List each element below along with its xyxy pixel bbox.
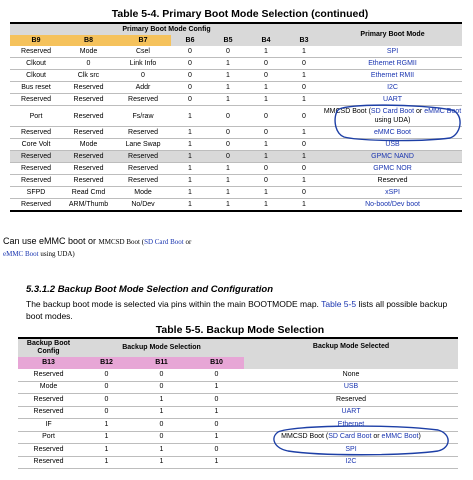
- table1-title: Table 5-4. Primary Boot Mode Selection (continued): [111, 8, 369, 20]
- table-cell: 1: [171, 163, 209, 175]
- table-cell: 1: [134, 394, 189, 407]
- boot-mode-cell[interactable]: GPMC NAND: [323, 151, 462, 163]
- table-cell: 0: [209, 151, 247, 163]
- table-cell: 1: [209, 163, 247, 175]
- mode-text: or: [414, 108, 425, 115]
- table-cell: 1: [247, 187, 285, 199]
- table-cell: 0: [189, 419, 244, 432]
- backup-mode-cell: None: [244, 369, 458, 381]
- table-cell: 1: [285, 70, 323, 82]
- para-text: The backup boot mode is selected via pins within the main BOOTMODE map.: [26, 299, 322, 309]
- table-cell: 0: [171, 82, 209, 94]
- mode-text: MMCSD Boot (: [281, 433, 329, 441]
- table-cell: Reserved: [115, 163, 171, 175]
- table-cell: ARM/Thumb: [62, 199, 115, 212]
- col-header-b12: B12: [79, 357, 134, 369]
- table-row: [10, 70, 462, 82]
- table-cell: Reserved: [115, 175, 171, 187]
- table-cell: 1: [247, 94, 285, 106]
- boot-mode-cell[interactable]: USB: [323, 139, 462, 151]
- backup-mode-header: Backup Mode Selected: [244, 338, 458, 369]
- table-cell: Reserved: [10, 127, 62, 139]
- table-cell: Reserved: [62, 106, 115, 127]
- table-cell: 1: [189, 456, 244, 469]
- note-uda: using UDA): [38, 250, 75, 258]
- table-row: [18, 394, 458, 407]
- table-cell: 1: [171, 199, 209, 212]
- table-cell: 0: [285, 106, 323, 127]
- mode-link[interactable]: SD Card Boot: [370, 108, 415, 115]
- col-header-b3: B3: [285, 35, 323, 46]
- table-cell: 0: [79, 381, 134, 394]
- backup-mode-cell[interactable]: SPI: [244, 444, 458, 457]
- col-header-b6: B6: [171, 35, 209, 46]
- col-header-b8: B8: [62, 35, 115, 46]
- table-cell: 1: [209, 94, 247, 106]
- table-cell: 0: [79, 369, 134, 381]
- table-cell: Bus reset: [10, 82, 62, 94]
- boot-mode-cell[interactable]: eMMC Boot: [323, 127, 462, 139]
- table-cell: 0: [189, 369, 244, 381]
- col-header-b10: B10: [189, 357, 244, 369]
- table-row: [10, 82, 462, 94]
- table-cell: 0: [171, 46, 209, 58]
- table-cell: 1: [171, 106, 209, 127]
- table-cell: Clk src: [62, 70, 115, 82]
- primary-boot-table: [10, 22, 462, 212]
- table-cell: Reserved: [115, 94, 171, 106]
- table-cell: 1: [171, 139, 209, 151]
- table-cell: 1: [247, 82, 285, 94]
- table-cell: Addr: [115, 82, 171, 94]
- table-cell: 1: [189, 431, 244, 444]
- backup-mode-cell[interactable]: USB: [244, 381, 458, 394]
- table-cell: 1: [171, 175, 209, 187]
- table-cell: 1: [171, 187, 209, 199]
- table-cell: 0: [247, 163, 285, 175]
- table-cell: 1: [209, 187, 247, 199]
- table-cell: 1: [247, 151, 285, 163]
- table-cell: Reserved: [10, 151, 62, 163]
- table-cell: 0: [247, 70, 285, 82]
- table-cell: 0: [285, 163, 323, 175]
- mode-text: MMCSD Boot (: [323, 108, 371, 115]
- table-row: [18, 444, 458, 457]
- table-cell: 0: [209, 127, 247, 139]
- table-cell: 1: [285, 127, 323, 139]
- table-cell: Core Volt: [10, 139, 62, 151]
- mode-link[interactable]: SD Card Boot: [328, 433, 372, 441]
- para-text-line2: boot modes.: [26, 311, 73, 321]
- table-cell: 0: [134, 381, 189, 394]
- table-cell: 1: [247, 139, 285, 151]
- table-cell: 1: [79, 431, 134, 444]
- table-cell: 0: [171, 58, 209, 70]
- table-cell: Reserved: [62, 175, 115, 187]
- table-cell: No/Dev: [115, 199, 171, 212]
- table-cell: 0: [285, 139, 323, 151]
- table-cell: Lane Swap: [115, 139, 171, 151]
- table-cell: 1: [285, 175, 323, 187]
- table-cell: Reserved: [18, 369, 79, 381]
- backup-selection-header: Backup Mode Selection: [79, 338, 244, 357]
- table-cell: Mode: [115, 187, 171, 199]
- table-cell: 0: [115, 70, 171, 82]
- table-cell: Csel: [115, 46, 171, 58]
- boot-mode-cell: [323, 106, 462, 127]
- table-cell: 1: [285, 151, 323, 163]
- table-cell: 1: [285, 199, 323, 212]
- boot-mode-cell[interactable]: Ethernet RGMII: [323, 58, 462, 70]
- table-row: [18, 381, 458, 394]
- table-cell: SFPD: [10, 187, 62, 199]
- backup-mode-cell[interactable]: Ethernet: [244, 419, 458, 432]
- table-cell: Fs/raw: [115, 106, 171, 127]
- mode-text: or: [371, 433, 382, 441]
- col-header-b5: B5: [209, 35, 247, 46]
- note-emmc-link[interactable]: eMMC Boot: [3, 250, 39, 258]
- mode-link[interactable]: eMMC Boot: [424, 108, 462, 115]
- table-cell: 0: [134, 369, 189, 381]
- table-5-5-link[interactable]: Table 5-5: [321, 299, 357, 309]
- table-row: [18, 406, 458, 419]
- backup-mode-cell[interactable]: UART: [244, 406, 458, 419]
- section-heading: 5.3.1.2 Backup Boot Mode Selection and Configuration: [26, 284, 274, 295]
- table-cell: 1: [171, 151, 209, 163]
- table-cell: 1: [79, 419, 134, 432]
- primary-mode-header: Primary Boot Mode: [323, 23, 462, 46]
- table-cell: 0: [285, 82, 323, 94]
- table-cell: Reserved: [62, 82, 115, 94]
- table-cell: Reserved: [18, 394, 79, 407]
- table-cell: 1: [171, 127, 209, 139]
- table-row: [10, 151, 462, 163]
- boot-mode-cell[interactable]: Ethernet RMII: [323, 70, 462, 82]
- table-cell: Reserved: [10, 46, 62, 58]
- table-cell: 0: [62, 58, 115, 70]
- table-cell: 1: [79, 444, 134, 457]
- table-cell: 1: [209, 82, 247, 94]
- table-row: [10, 175, 462, 187]
- table-cell: 0: [247, 106, 285, 127]
- table-cell: Clkout: [10, 70, 62, 82]
- table-cell: Reserved: [10, 199, 62, 212]
- table-cell: 1: [134, 444, 189, 457]
- primary-config-header: Primary Boot Mode Config: [10, 23, 323, 35]
- table-row: [18, 456, 458, 469]
- table-cell: 1: [247, 46, 285, 58]
- col-header-b7: B7: [115, 35, 171, 46]
- table-cell: Port: [10, 106, 62, 127]
- mode-text: ): [418, 433, 421, 441]
- table-cell: 1: [189, 381, 244, 394]
- table-cell: 0: [79, 394, 134, 407]
- table-row: [18, 431, 458, 444]
- table-cell: 0: [79, 406, 134, 419]
- boot-mode-cell[interactable]: GPMC NOR: [323, 163, 462, 175]
- note-sd-card-link[interactable]: SD Card Boot: [144, 238, 184, 246]
- table-row: [10, 199, 462, 212]
- table-cell: 0: [247, 175, 285, 187]
- table-row: [10, 58, 462, 70]
- table-cell: 0: [209, 139, 247, 151]
- table-row: [10, 127, 462, 139]
- table-cell: Clkout: [10, 58, 62, 70]
- table-row: [10, 163, 462, 175]
- table-cell: 1: [209, 70, 247, 82]
- table-cell: Port: [18, 431, 79, 444]
- table-cell: 1: [79, 456, 134, 469]
- table-row: [10, 94, 462, 106]
- table-cell: 1: [285, 94, 323, 106]
- boot-mode-cell[interactable]: UART: [323, 94, 462, 106]
- table-cell: 0: [285, 58, 323, 70]
- note-line-2: [3, 243, 75, 261]
- table-row: [10, 139, 462, 151]
- col-header-b13: B13: [18, 357, 79, 369]
- backup-mode-cell[interactable]: I2C: [244, 456, 458, 469]
- table-cell: Reserved: [62, 163, 115, 175]
- table-cell: 0: [189, 444, 244, 457]
- table-cell: Mode: [18, 381, 79, 394]
- table-cell: Reserved: [62, 151, 115, 163]
- note-text: Can use eMMC boot or: [3, 236, 99, 246]
- table-cell: 1: [285, 46, 323, 58]
- table-cell: Mode: [62, 46, 115, 58]
- table-row: [18, 369, 458, 381]
- table-cell: 1: [134, 456, 189, 469]
- backup-boot-table: [18, 337, 458, 469]
- table-cell: 0: [189, 394, 244, 407]
- table-cell: Reserved: [10, 175, 62, 187]
- note-or: or: [183, 238, 192, 246]
- table-cell: 0: [247, 58, 285, 70]
- table-cell: 0: [171, 94, 209, 106]
- table-cell: Reserved: [18, 456, 79, 469]
- table-cell: 0: [247, 127, 285, 139]
- table-cell: 0: [134, 419, 189, 432]
- table-cell: Read Cmd: [62, 187, 115, 199]
- backup-config-header: Backup Boot Config: [18, 338, 79, 357]
- table-cell: 0: [134, 431, 189, 444]
- note-mmcsd: MMCSD Boot (: [98, 238, 145, 246]
- boot-mode-cell[interactable]: I2C: [323, 82, 462, 94]
- table-cell: Link Info: [115, 58, 171, 70]
- table-cell: Mode: [62, 139, 115, 151]
- table-cell: IF: [18, 419, 79, 432]
- table-row: [10, 46, 462, 58]
- table-cell: 1: [134, 406, 189, 419]
- boot-mode-cell[interactable]: xSPI: [323, 187, 462, 199]
- table-cell: Reserved: [18, 444, 79, 457]
- boot-mode-cell[interactable]: No-boot/Dev boot: [323, 199, 462, 212]
- table-cell: Reserved: [18, 406, 79, 419]
- table-cell: Reserved: [115, 151, 171, 163]
- mode-link[interactable]: eMMC Boot: [381, 433, 419, 441]
- table-cell: Reserved: [62, 94, 115, 106]
- table-cell: Reserved: [62, 127, 115, 139]
- table-cell: 1: [247, 199, 285, 212]
- table-row: [18, 419, 458, 432]
- table-cell: 0: [285, 187, 323, 199]
- mode-text: using UDA): [374, 117, 411, 124]
- table-cell: Reserved: [10, 163, 62, 175]
- table-cell: 1: [189, 406, 244, 419]
- table-cell: 0: [209, 46, 247, 58]
- table-cell: Reserved: [115, 127, 171, 139]
- table-cell: 1: [209, 175, 247, 187]
- table-cell: 1: [209, 58, 247, 70]
- table-cell: 0: [209, 106, 247, 127]
- col-header-b11: B11: [134, 357, 189, 369]
- table-cell: 0: [171, 70, 209, 82]
- para-text-end: lists all possible backup: [356, 299, 448, 309]
- boot-mode-cell: Reserved: [323, 175, 462, 187]
- table2-title: Table 5-5. Backup Mode Selection: [155, 324, 325, 336]
- col-header-b9: B9: [10, 35, 62, 46]
- col-header-b4: B4: [247, 35, 285, 46]
- backup-mode-cell: Reserved: [244, 394, 458, 407]
- boot-mode-cell[interactable]: SPI: [323, 46, 462, 58]
- table-cell: Reserved: [10, 94, 62, 106]
- table-row: [10, 106, 462, 127]
- table-row: [10, 187, 462, 199]
- table-cell: 1: [209, 199, 247, 212]
- section-paragraph: [26, 298, 466, 322]
- backup-mode-cell: [244, 431, 458, 444]
